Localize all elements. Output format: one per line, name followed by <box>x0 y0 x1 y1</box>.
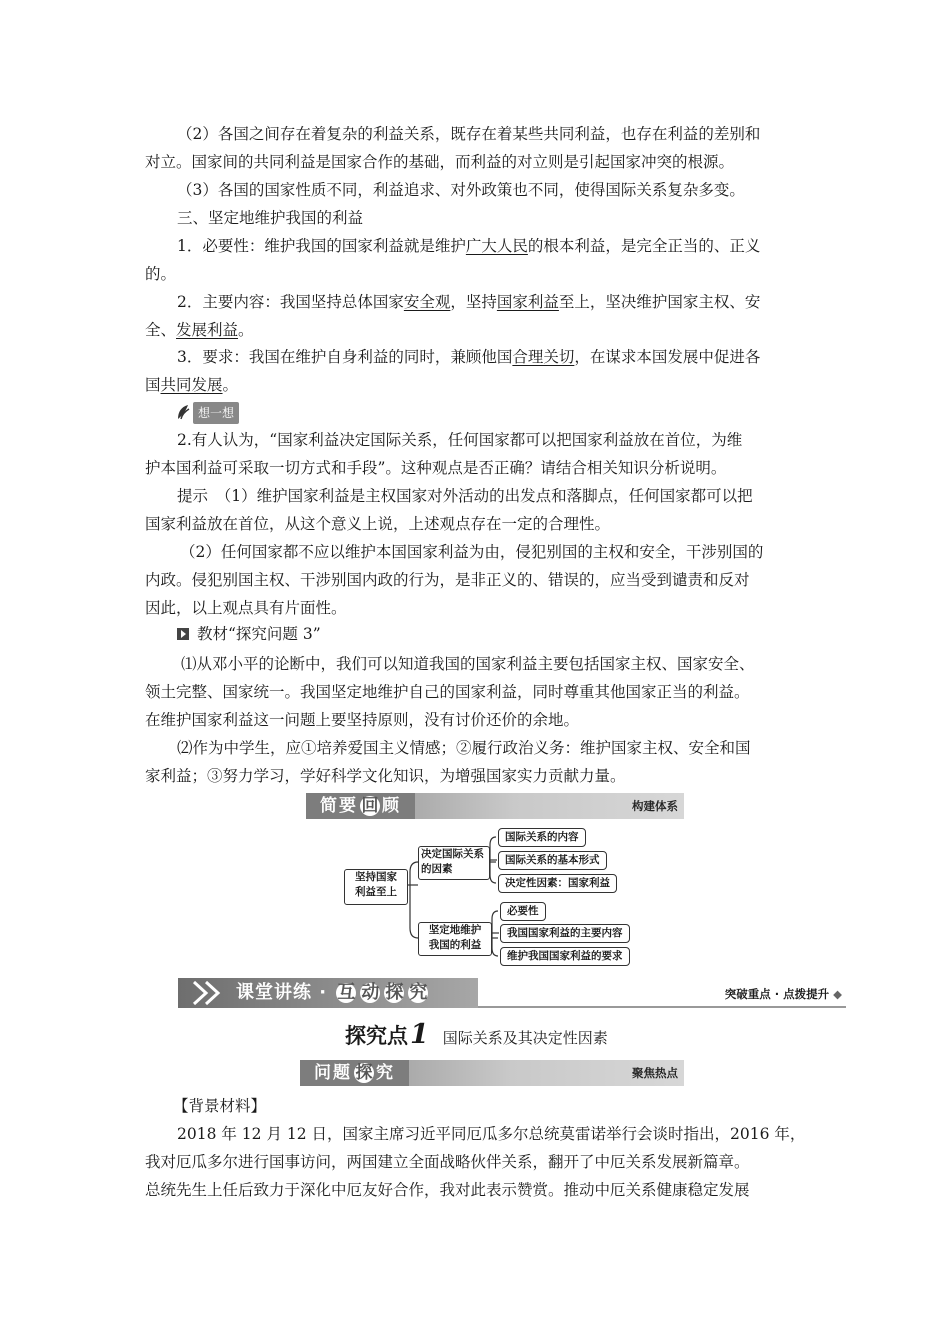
mind-map-root: 坚持国家 利益至上 <box>344 869 408 905</box>
mind-map-item-forms: 国际关系的基本形式 <box>498 851 607 870</box>
background-label: 【背景材料】 <box>173 1097 267 1115</box>
review-header-tag: 构建体系 <box>632 799 678 813</box>
think-question: 2.有人认为，“国家利益决定国际关系，任何国家都可以把国家利益放在首位，为维 护本国利益可采取一切方式和手段”。这种观点是否正确？请结合相关知识分析说明。 <box>145 431 743 477</box>
think-label: 想一想 <box>193 402 239 424</box>
question-header-tag: 聚焦热点 <box>632 1066 678 1080</box>
mind-map-item-main-content: 我国国家利益的主要内容 <box>500 924 630 943</box>
mind-map-item-necessity: 必要性 <box>500 902 546 921</box>
paragraph-state-nature: （3）各国的国家性质不同，利益追求、对外政策也不同，使得国际关系复杂多变。 <box>177 181 745 199</box>
point-title: 探究点1 国际关系及其决定性因素 <box>345 1019 608 1050</box>
question-header: 问题 探 究 聚焦热点 <box>300 1060 684 1086</box>
think-hint-2: （2）任何国家都不应以维护本国国家利益为由，侵犯别国的主权和安全，干涉别国的 内政。侵犯别国主权、干涉别国内政的行为，是非正义的、错误的，应当受到谴责和反对 因此，以上观点具有片面性。 <box>145 543 764 617</box>
paragraph-interest-relations: （2）各国之间存在着复杂的利益关系，既存在着某些共同利益，也存在利益的差别和 对立。国家间的共同利益是国家合作的基础，而利益的对立则是引起国家冲突的根源。 <box>145 125 761 171</box>
class-header-title: 课堂讲练 · 互 动 探 究 <box>236 982 428 1003</box>
mind-map-item-content: 国际关系的内容 <box>498 828 586 847</box>
class-header <box>178 978 846 1008</box>
double-chevron-icon <box>190 980 230 1006</box>
textbook-answer-1: ⑴从邓小平的论断中，我们可以知道我国的国家利益主要包括国家主权、国家安全、 领土完整、国家统一。我国坚定地维护自己的国家利益，同时尊重其他国家正当的利益。 在维护国家利益这一问题上要坚持原则，没有讨价还价的余地。 <box>145 655 755 729</box>
item-main-content: 2．主要内容：我国坚持总体国家安全观，坚持国家利益至上，坚决维护国家主权、安 全、发展利益。 <box>145 293 761 339</box>
item-requirement: 3．要求：我国在维护自身利益的同时，兼顾他国合理关切，在谋求本国发展中促进各 国共同发展。 <box>145 348 761 394</box>
think-hint-1: 提示 （1）维护国家利益是主权国家对外活动的出发点和落脚点，任何国家都可以把 国家利益放在首位，从这个意义上说，上述观点存在一定的合理性。 <box>145 487 753 533</box>
mind-map-item-requirement: 维护我国国家利益的要求 <box>500 947 630 966</box>
mind-map-branch-factors: 决定国际关系 的因素 <box>418 846 490 880</box>
section-title-maintain-interest: 三、坚定地维护我国的利益 <box>177 209 364 227</box>
mind-map-item-decisive: 决定性因素：国家利益 <box>498 874 617 893</box>
item-necessity: 1．必要性：维护我国的国家利益就是维护广大人民的根本利益，是完全正当的、正义 的。 <box>145 237 761 283</box>
textbook-answer-2: ⑵作为中学生，应①培养爱国主义情感；②履行政治义务：维护国家主权、安全和国 家利益；③努力学习，学好科学文化知识，为增强国家实力贡献力量。 <box>145 739 751 785</box>
review-header: 简要 回 顾 构建体系 <box>306 793 684 819</box>
diamond-icon: ◆ <box>833 987 842 1001</box>
background-text: 2018 年 12 月 12 日，国家主席习近平同厄瓜多尔总统莫雷诺举行会谈时指出，2016 年， 我对厄瓜多尔进行国事访问，两国建立全面战略伙伴关系，翻开了中厄关系发展新篇章。 总统先生上任后致力于深化中厄友好合作，我对此表示赞赏。推动中厄关系健康稳定发展 <box>145 1125 806 1199</box>
textbook-label: 教材“探究问题 3” <box>177 622 321 646</box>
class-header-tag: 突破重点 · 点拨提升 ◆ <box>724 987 842 1001</box>
mind-map-branch-maintain: 坚定地维护 我国的利益 <box>418 922 492 956</box>
